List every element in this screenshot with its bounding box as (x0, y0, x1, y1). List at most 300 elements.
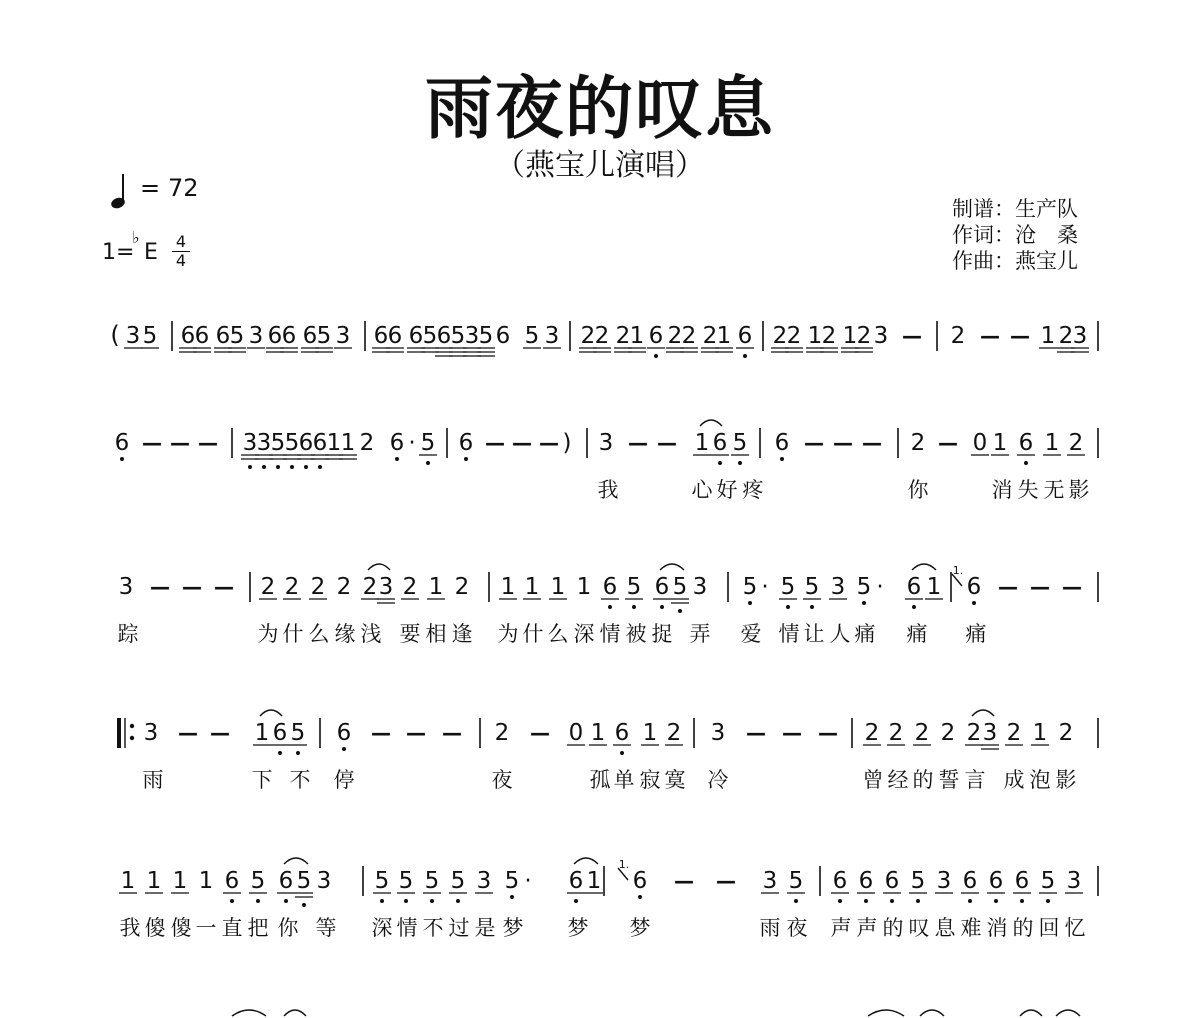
barline-symbol: | (759, 450, 761, 451)
note-hold: — (628, 431, 648, 455)
note: 6 (648, 323, 664, 349)
lyric-syllable: 直 (221, 916, 243, 940)
note-hold: — (674, 869, 694, 893)
lower-octave-dot (290, 465, 294, 469)
note-hold: — (938, 431, 958, 455)
note: 5 (250, 868, 266, 894)
note: 3 (125, 323, 141, 349)
lower-octave-dot (230, 899, 234, 903)
note: 1 (926, 574, 942, 600)
slur (868, 1010, 904, 1016)
lower-octave-dot (810, 605, 814, 609)
lyric-syllable: 捉 (651, 622, 673, 646)
note: 5 (284, 430, 300, 456)
lyric-syllable: 不 (422, 916, 444, 940)
note: 6 (298, 430, 314, 456)
note: 1 (340, 430, 356, 456)
note-hold: — (214, 575, 234, 599)
note-hold: — (902, 324, 922, 348)
note: 6 (988, 868, 1004, 894)
lyric-syllable: 停 (333, 768, 355, 792)
note: 1 (326, 430, 342, 456)
note: 6 (267, 323, 283, 349)
lower-octave-dot (890, 899, 894, 903)
note: 5 (856, 574, 872, 600)
lower-octave-dot (780, 457, 784, 461)
lower-octave-dot (794, 899, 798, 903)
barline-symbol: | (488, 594, 490, 595)
note: 3 (830, 574, 846, 600)
note: 6 (389, 430, 405, 456)
key-label: 1= (102, 240, 135, 265)
lyric-syllable: 成 (1003, 768, 1025, 792)
note: 5 (374, 868, 390, 894)
note: 1 (642, 720, 658, 746)
note-hold: — (833, 431, 853, 455)
lower-octave-dot (284, 899, 288, 903)
note: 6 (906, 574, 922, 600)
note: 5 (420, 430, 436, 456)
note: 6 (281, 323, 297, 349)
note-hold: — (406, 721, 426, 745)
note: 5 (142, 323, 158, 349)
note: 2 (856, 323, 872, 349)
note: 1 (146, 868, 162, 894)
note: 3 (1072, 323, 1088, 349)
note: 5 (804, 574, 820, 600)
note-hold: — (485, 431, 505, 455)
slur (1056, 1010, 1080, 1016)
note: 6 (408, 323, 424, 349)
note: 5 (422, 323, 438, 349)
lower-octave-dot (404, 899, 408, 903)
note: 6 (436, 323, 452, 349)
note: 2 (1006, 720, 1022, 746)
tempo-equals: = (140, 174, 161, 202)
lyric-syllable: 为 (497, 622, 519, 646)
slur (700, 420, 722, 426)
note: 3 (544, 323, 560, 349)
note: 6 (774, 430, 790, 456)
lyric-syllable: 情 (396, 916, 418, 940)
note-hold: — (512, 431, 532, 455)
lyric-syllable: 过 (448, 916, 470, 940)
note: 3 (464, 323, 480, 349)
slur (260, 710, 282, 716)
note: 3 (692, 574, 708, 600)
lower-octave-dot (862, 601, 866, 605)
credit-composer: 作曲：燕宝儿 (952, 249, 1078, 273)
note: 6 (1018, 430, 1034, 456)
note: ) (562, 430, 572, 456)
note: 5 (290, 720, 306, 746)
barline-symbol: | (936, 343, 938, 344)
note: 3 (710, 720, 726, 746)
barline-symbol: | (1097, 594, 1099, 595)
note: 6 (458, 430, 474, 456)
note: 6 (884, 868, 900, 894)
lower-octave-dot (426, 461, 430, 465)
note-hold: — (142, 431, 162, 455)
lyric-syllable: 把 (247, 916, 269, 940)
note: 2 (359, 430, 375, 456)
note: 5 (788, 868, 804, 894)
note-hold: — (782, 721, 802, 745)
lyric-syllable: 缘 (334, 622, 356, 646)
note: 5 (398, 868, 414, 894)
note: 5 (672, 574, 688, 600)
slur (368, 564, 390, 570)
note-hold: — (746, 721, 766, 745)
lower-octave-dot (654, 354, 658, 358)
note: 5 (450, 868, 466, 894)
lower-octave-dot (342, 747, 346, 751)
note: 2 (681, 323, 697, 349)
lower-octave-dot (743, 354, 747, 358)
lower-octave-dot (296, 751, 300, 755)
note-hold: — (539, 431, 559, 455)
note: · (876, 574, 884, 600)
lyric-syllable: 叹 (908, 916, 930, 940)
barline-symbol: | (569, 343, 571, 344)
barline-symbol: | (819, 888, 821, 889)
lower-octave-dot (430, 899, 434, 903)
lyric-syllable: 影 (1068, 478, 1090, 502)
lyric-syllable: 要 (399, 622, 421, 646)
credit-arranger: 制谱：生产队 (952, 197, 1078, 221)
lyric-syllable: 影 (1055, 768, 1077, 792)
lyric-syllable: 梦 (567, 916, 589, 940)
lower-octave-dot (968, 899, 972, 903)
lyric-syllable: 的 (882, 916, 904, 940)
note: 6 (336, 720, 352, 746)
lyric-syllable: 雨 (142, 768, 164, 792)
note: 6 (373, 323, 389, 349)
note: 5 (626, 574, 642, 600)
note: 5 (504, 868, 520, 894)
note: 1 (1044, 430, 1060, 456)
barline-symbol: | (950, 594, 952, 595)
lyric-syllable: 让 (803, 622, 825, 646)
lyric-syllable: 梦 (629, 916, 651, 940)
lyric-syllable: 为 (257, 622, 279, 646)
barline-symbol: | (171, 343, 173, 344)
note: 5 (450, 323, 466, 349)
note-hold: — (1030, 575, 1050, 599)
lyric-syllable: 的 (1012, 916, 1034, 940)
lyric-syllable: 情 (778, 622, 800, 646)
note: 5 (478, 323, 494, 349)
note: 1 (428, 574, 444, 600)
note: 1 (842, 323, 858, 349)
lyric-syllable: 曾 (862, 768, 884, 792)
note: 6 (180, 323, 196, 349)
barline-symbol: | (364, 343, 366, 344)
note: 2 (336, 574, 352, 600)
note: 2 (821, 323, 837, 349)
lyric-syllable: 孤 (589, 768, 611, 792)
note: 6 (632, 868, 648, 894)
note: 3 (982, 720, 998, 746)
note: 5 (524, 323, 540, 349)
key-tonic: E (144, 240, 158, 265)
note-hold: — (818, 721, 838, 745)
barline-symbol: | (1097, 888, 1099, 889)
lyric-syllable: 深 (573, 622, 595, 646)
lower-octave-dot (276, 465, 280, 469)
note: 2 (864, 720, 880, 746)
note-hold: — (530, 721, 550, 745)
lower-octave-dot (748, 601, 752, 605)
lower-octave-dot (838, 899, 842, 903)
slur (574, 858, 598, 864)
lyric-syllable: 爱 (740, 622, 762, 646)
lower-octave-dot (456, 899, 460, 903)
lyric-syllable: 我 (119, 916, 141, 940)
lower-octave-dot (994, 899, 998, 903)
lyric-syllable: 寂 (639, 768, 661, 792)
slur (920, 1010, 944, 1016)
lower-octave-dot (262, 465, 266, 469)
note: 6 (858, 868, 874, 894)
note: 1 (694, 430, 710, 456)
note: 1 (590, 720, 606, 746)
song-subtitle: （燕宝儿演唱） (495, 148, 705, 183)
slur (660, 564, 684, 570)
note: 1 (550, 574, 566, 600)
repeat-dot (130, 724, 134, 728)
note: 1 (629, 323, 645, 349)
lyric-syllable: 相 (425, 622, 447, 646)
lyric-syllable: 声 (830, 916, 852, 940)
note: 2 (667, 323, 683, 349)
lower-octave-dot (278, 751, 282, 755)
note: 3 (936, 868, 952, 894)
barline-symbol: | (1097, 450, 1099, 451)
barline-symbol: | (851, 740, 853, 741)
note-hold: — (442, 721, 462, 745)
lyric-syllable: 回 (1038, 916, 1060, 940)
lower-octave-dot (380, 899, 384, 903)
barline-symbol: | (319, 740, 321, 741)
lyric-syllable: 弄 (689, 622, 711, 646)
lower-octave-dot (1020, 899, 1024, 903)
time-numerator: 4 (175, 232, 187, 251)
note: 2 (914, 720, 930, 746)
note: 3 (476, 868, 492, 894)
barline-symbol: | (897, 450, 899, 451)
lyric-syllable: 浅 (360, 622, 382, 646)
lyric-syllable: 一 (195, 916, 217, 940)
lower-octave-dot (1024, 461, 1028, 465)
lyric-syllable: 痛 (965, 622, 987, 646)
note-hold: — (150, 575, 170, 599)
note: 5 (742, 574, 758, 600)
note: 2 (580, 323, 596, 349)
note: 2 (494, 720, 510, 746)
lyric-syllable: 你 (277, 916, 299, 940)
note: 2 (402, 574, 418, 600)
barline-symbol: | (693, 740, 695, 741)
note: 1 (1040, 323, 1056, 349)
flat-sign: ♭ (132, 228, 140, 247)
repeat-symbol: ‖: (118, 740, 120, 741)
note: 6 (712, 430, 728, 456)
note: 6 (737, 323, 753, 349)
lyric-syllable: 情 (599, 622, 621, 646)
note-hold: — (198, 431, 218, 455)
song-title: 雨夜的叹息 (424, 70, 775, 149)
barline-symbol: | (1097, 343, 1099, 344)
note: 2 (310, 574, 326, 600)
lower-octave-dot (302, 903, 306, 907)
note-hold: — (716, 869, 736, 893)
note: 6 (272, 720, 288, 746)
lower-octave-dot (660, 605, 664, 609)
note: 6 (312, 430, 328, 456)
note: 3 (378, 574, 394, 600)
note: 2 (362, 574, 378, 600)
lyric-syllable: 什 (522, 622, 544, 646)
note-hold: — (804, 431, 824, 455)
note: 3 (1066, 868, 1082, 894)
slur (912, 564, 936, 570)
lyric-syllable: 雨 (759, 916, 781, 940)
note-hold: — (371, 721, 391, 745)
note: 2 (772, 323, 788, 349)
note: 6 (278, 868, 294, 894)
lyric-syllable: 傻 (170, 916, 192, 940)
note: 3 (256, 430, 272, 456)
repeat-dot (130, 736, 134, 740)
lower-octave-dot (620, 751, 624, 755)
time-denominator: 4 (175, 251, 187, 270)
lyric-syllable: 等 (315, 916, 337, 940)
barline-symbol: | (479, 740, 481, 741)
slur (972, 710, 994, 716)
note: 6 (387, 323, 403, 349)
note: 5 (1040, 868, 1056, 894)
lyric-syllable: 消 (986, 916, 1008, 940)
note: 2 (454, 574, 470, 600)
note: 2 (950, 323, 966, 349)
note: 5 (296, 868, 312, 894)
note: 6 (966, 574, 982, 600)
volta-number: 1. (952, 564, 964, 577)
lyric-syllable: 梦 (502, 916, 524, 940)
lower-octave-dot (120, 457, 124, 461)
lyric-syllable: 我 (597, 478, 619, 502)
lower-octave-dot (464, 457, 468, 461)
lower-octave-dot (248, 465, 252, 469)
note: 2 (702, 323, 718, 349)
barline-symbol: | (762, 343, 764, 344)
note: 1 (992, 430, 1008, 456)
lower-octave-dot (864, 899, 868, 903)
note: 2 (910, 430, 926, 456)
note: 3 (598, 430, 614, 456)
lyric-syllable: 夜 (491, 768, 513, 792)
lyric-syllable: 么 (308, 622, 330, 646)
note: 6 (614, 720, 630, 746)
note: 1 (586, 868, 602, 894)
lyric-syllable: 傻 (144, 916, 166, 940)
note: 3 (873, 323, 889, 349)
note: 6 (832, 868, 848, 894)
note: 1 (120, 868, 136, 894)
note-hold: — (170, 431, 190, 455)
note: 1 (500, 574, 516, 600)
note-hold: — (1010, 324, 1030, 348)
note: 2 (666, 720, 682, 746)
note-hold: — (182, 575, 202, 599)
note: 6 (114, 430, 130, 456)
note: 1 (576, 574, 592, 600)
lyric-syllable: 经 (887, 768, 909, 792)
note: 5 (229, 323, 245, 349)
lyric-syllable: 无 (1043, 478, 1065, 502)
note: 3 (316, 868, 332, 894)
note: 6 (962, 868, 978, 894)
lower-octave-dot (786, 605, 790, 609)
note: 6 (302, 323, 318, 349)
lyric-syllable: 的 (912, 768, 934, 792)
lyric-syllable: 泡 (1029, 768, 1051, 792)
note: 5 (424, 868, 440, 894)
lyric-syllable: 息 (934, 916, 956, 940)
lyric-syllable: 冷 (707, 768, 729, 792)
note: 6 (224, 868, 240, 894)
lower-octave-dot (678, 609, 682, 613)
slur (232, 1010, 266, 1016)
note: 2 (615, 323, 631, 349)
lower-octave-dot (912, 605, 916, 609)
lyric-syllable: 么 (547, 622, 569, 646)
note: 1 (524, 574, 540, 600)
note: · (761, 574, 769, 600)
lyric-syllable: 踪 (117, 622, 139, 646)
note: 5 (732, 430, 748, 456)
lower-octave-dot (510, 895, 514, 899)
lyric-syllable: 好 (716, 478, 738, 502)
lyric-syllable: 痛 (854, 622, 876, 646)
lyric-syllable: 失 (1017, 478, 1039, 502)
credit-lyricist: 作词：沧 桑 (952, 223, 1078, 247)
lyric-syllable: 难 (960, 916, 982, 940)
note: 2 (966, 720, 982, 746)
note: 6 (654, 574, 670, 600)
note: 1 (1032, 720, 1048, 746)
barline-symbol: | (446, 450, 448, 451)
barline-symbol: | (727, 594, 729, 595)
note-hold: — (998, 575, 1018, 599)
lower-octave-dot (738, 461, 742, 465)
note-hold: — (178, 721, 198, 745)
note: 5 (910, 868, 926, 894)
lower-octave-dot (972, 601, 976, 605)
note-hold: — (1062, 575, 1082, 599)
note-hold: — (210, 721, 230, 745)
lyric-syllable: 逢 (451, 622, 473, 646)
note: 2 (1068, 430, 1084, 456)
note: 2 (594, 323, 610, 349)
note: 3 (118, 574, 134, 600)
slur (284, 1010, 306, 1016)
volta-number: 1. (618, 858, 630, 871)
lyric-syllable: 下 (251, 768, 273, 792)
note: 5 (316, 323, 332, 349)
note: 5 (780, 574, 796, 600)
